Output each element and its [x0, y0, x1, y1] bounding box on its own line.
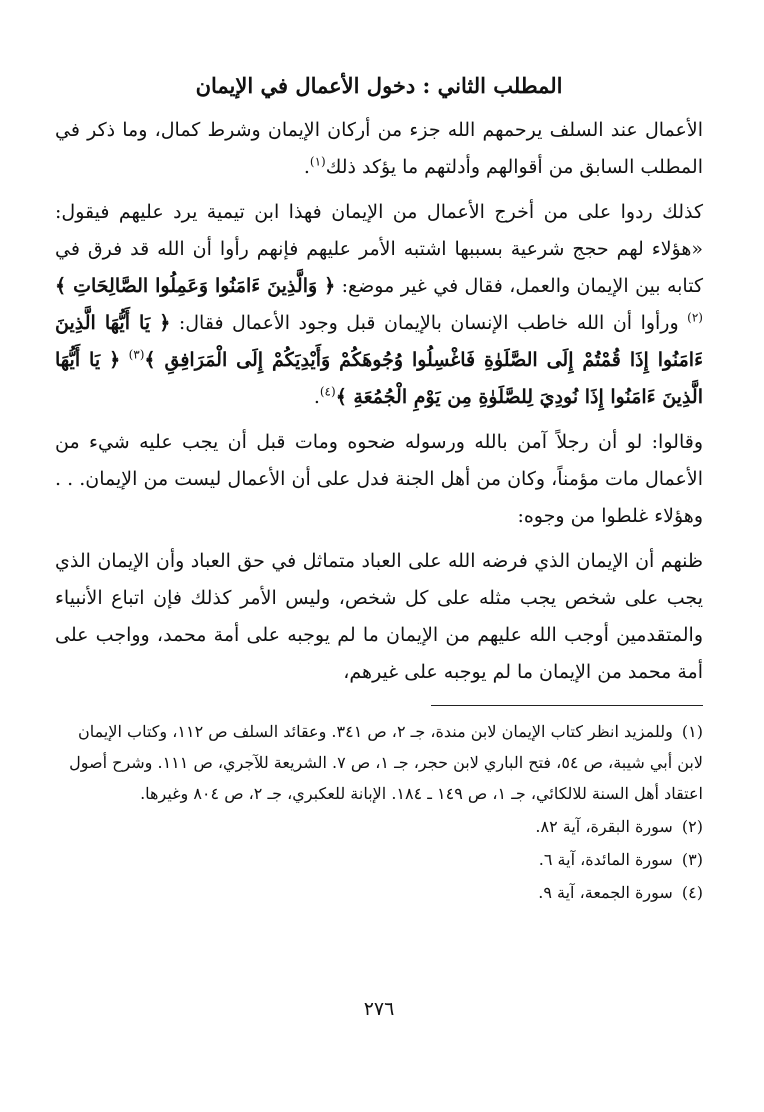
footnote-number: (٣): [681, 850, 703, 869]
footnote-text: سورة المائدة، آية ٦.: [538, 850, 673, 869]
quran-verse-2: ﴿ يَا أَيُّهَا الَّذِينَ ءَامَنُوا إِذَا قُمْتُمْ إِلَى الصَّلَوٰةِ فَاغْسِلُوا وُجُوهَكُمْ وَأَيْدِيَكُمْ إِلَى الْمَرَافِقِ ﴾: [55, 312, 703, 371]
footnotes: [55, 716, 703, 908]
paragraph-2-text-b: ورأوا أن الله خاطب الإنسان بالإيمان قبل وجود الأعمال فقال:: [178, 312, 679, 334]
page-number: ٢٧٦: [363, 998, 395, 1020]
paragraph-3: وقالوا: لو أن رجلاً آمن بالله ورسوله ضحوه ومات قبل أن يجب عليه شيء من الأعمال مات مؤمناً، وكان من أهل الجنة فدل على أن الأعمال ليست من الإيمان. . . وهؤلاء غلطوا من وجوه:: [55, 431, 703, 527]
footnote-text: سورة البقرة، آية ٨٢.: [535, 817, 673, 836]
footnote-2: [55, 811, 703, 842]
footnote-4: [55, 877, 703, 908]
footnote-1: [55, 716, 703, 809]
footnote-text: سورة الجمعة، آية ٩.: [538, 883, 673, 902]
footnote-ref-1[interactable]: (١): [309, 154, 326, 169]
footnote-divider: [431, 705, 703, 706]
footnote-ref-2[interactable]: (٢): [687, 310, 703, 325]
footnote-number: (٢): [681, 817, 703, 836]
book-page: [55, 70, 703, 1070]
paragraph-2: [55, 194, 703, 416]
paragraph-2-text-a: كذلك ردوا على من أخرج الأعمال من الإيمان فهذا ابن تيمية يرد عليهم فيقول: «هؤلاء لهم حجج شرعية بسببها اشتبه الأمر عليهم فإنهم رأوا أن الله قد فرق في كتابه بين الإيمان والعمل، فقال في غير موضع:: [55, 201, 703, 297]
footnote-3: [55, 844, 703, 875]
paragraph-2-end: .: [313, 386, 320, 408]
footnote-number: (٤): [681, 883, 703, 902]
footnote-text: وللمزيد انظر كتاب الإيمان لابن مندة، جـ ٢، ص ٣٤١. وعقائد السلف ص ١١٢، وكتاب الإيمان لابن أبي شيبة، ص ٥٤، فتح الباري لابن حجر، جـ ١، ص ٧. الشريعة للآجري، ص ١١١. وشرح أصول اعتقاد أهل السنة للالكائي، جـ ١، ص ١٤٩ ـ ١٨٤. الإبانة للعكبري، جـ ٢، ص ٨٠٤ وغيرها.: [69, 722, 703, 803]
footnote-ref-3[interactable]: (٣): [128, 347, 145, 362]
footnote-ref-4[interactable]: (٤): [319, 384, 336, 399]
quran-verse-3: ﴿ يَا أَيُّهَا الَّذِينَ ءَامَنُوا إِذَا نُودِيَ لِلصَّلَوٰةِ مِن يَوْمِ الْجُمُعَةِ ﴾: [55, 349, 703, 408]
section-title: المطلب الثاني : دخول الأعمال في الإيمان: [195, 73, 563, 98]
paragraph-1-end: .: [303, 156, 310, 178]
paragraph-1-text: الأعمال عند السلف يرحمهم الله جزء من أركان الإيمان وشرط كمال، وما ذكر في المطلب السابق من أقوالهم وأدلتهم ما يؤكد ذلك: [55, 119, 703, 178]
footnote-number: (١): [681, 722, 703, 741]
paragraph-4: ظنهم أن الإيمان الذي فرضه الله على العباد متماثل في حق العباد وأن الإيمان الذي يجب على شخص يجب مثله على كل شخص، وليس الأمر كذلك فإن اتباع الأنبياء والمتقدمين أوجب الله عليهم من الإيمان ما لم يوجبه على أمة محمد، وواجب على أمة محمد من الإيمان ما لم يوجبه على غيرهم،: [55, 550, 703, 683]
quran-verse-1: ﴿ وَالَّذِينَ ءَامَنُوا وَعَمِلُوا الصَّالِحَاتِ ﴾: [55, 275, 336, 297]
paragraph-1: [55, 112, 703, 186]
